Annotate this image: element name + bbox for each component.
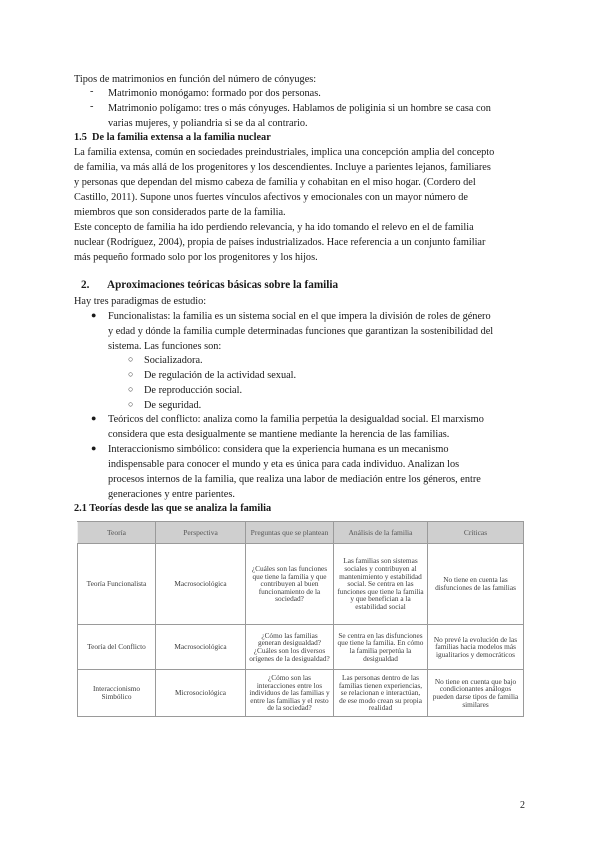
bullet-dot: ●: [91, 413, 97, 423]
intro-line: Tipos de matrimonios en función del número de cónyuges:: [74, 74, 317, 85]
bullet-line: Teóricos del conflicto: analiza como la familia perpetúa la desigualdad social. El marxismo: [108, 414, 484, 425]
table-cell: No tiene en cuenta que bajo condicionantes análogos pueden darse tipos de familia similares: [428, 670, 524, 717]
circle-marker: ○: [128, 354, 134, 364]
circle-marker: ○: [128, 399, 134, 409]
paragraph-line: más pequeño formado solo por los progenitores y los hijos.: [74, 252, 318, 263]
bullet-line: Funcionalistas: la familia es un sistema social en el que impera la división de roles de género: [108, 311, 491, 322]
section-1-5-heading: [74, 130, 271, 145]
bullet-dot: ●: [91, 443, 97, 453]
table-row: [78, 670, 524, 717]
table-cell: Macrosociológica: [156, 544, 246, 625]
table-cell: ¿Cómo las familias generan desigualdad? ¿Cuáles son los diversos orígenes de la desigualdad?: [246, 625, 334, 670]
table-row: [78, 544, 524, 625]
bullet-line: y edad y dónde la familia cumple determinadas funciones que garantizan la sostenibilidad del: [108, 326, 494, 337]
paragraph-line: Este concepto de familia ha ido perdiendo relevancia, y ha ido tomando el relevo en el de familia: [74, 222, 474, 233]
circle-marker: ○: [128, 384, 134, 394]
table-cell: Las familias son sistemas sociales y contribuyen al mantenimiento y estabilidad social. Se centra en las funciones que tiene la familia y que benefician a la estabilidad social: [334, 544, 428, 625]
section-number: 1.5: [74, 132, 87, 143]
table-cell: Teoría del Conflicto: [78, 625, 156, 670]
circle-marker: ○: [128, 369, 134, 379]
table-header-cell: Análisis de la familia: [334, 522, 428, 544]
marriage-type-item: Matrimonio monógamo: formado por dos personas.: [108, 88, 321, 99]
table-cell: Las personas dentro de las familias tienen experiencias, se relacionan e interactúan, de ese modo crean su propia realidad: [334, 670, 428, 717]
section-2-title: Aproximaciones teóricas básicas sobre la familia: [107, 279, 339, 291]
section-title: De la familia extensa a la familia nuclear: [92, 132, 271, 143]
paragraph-line: y personas que dependan del mismo cabeza de familia y cohabitan en el miso hogar. (Cordero del: [74, 177, 476, 188]
table-cell: Se centra en las disfunciones que tiene la familia. En cómo la familia perpetúa la desigualdad: [334, 625, 428, 670]
bullet-dot: ●: [91, 310, 97, 320]
dash-marker: -: [90, 101, 94, 112]
bullet-line: indispensable para conocer el mundo y eta es única para cada individuo. Analizan los: [108, 459, 460, 470]
paragraph-line: nuclear (Rodríguez, 2004), propia de países industrializados. Hace referencia a un conjunto familiar: [74, 237, 486, 248]
bullet-line: sistema. Las funciones son:: [108, 341, 222, 352]
section-title: Teorías desde las que se analiza la familia: [89, 503, 272, 514]
section-number: 2.1: [74, 503, 87, 514]
paragraph-line: miembros que son considerados parte de la familia.: [74, 207, 286, 218]
table-header-cell: Preguntas que se plantean: [246, 522, 334, 544]
table-header-cell: Teoría: [78, 522, 156, 544]
paragraph-line: de familia, va más allá de los progenitores y los descendientes. Incluye a parientes lejanos, familiares: [74, 162, 491, 173]
table-header-cell: Perspectiva: [156, 522, 246, 544]
function-item: De regulación de la actividad sexual.: [144, 370, 297, 381]
bullet-line: Interaccionismo simbólico: considera que la experiencia humana es un mecanismo: [108, 444, 449, 455]
table-cell: No tiene en cuenta las disfunciones de las familias: [428, 544, 524, 625]
table-row: [78, 625, 524, 670]
table-cell: Interaccionismo Simbólico: [78, 670, 156, 717]
table-header-row: [78, 522, 524, 544]
table-cell: ¿Cuáles son las funciones que tiene la familia y que contribuyen al buen funcionamiento de la sociedad?: [246, 544, 334, 625]
page-number: 2: [520, 800, 525, 811]
table-header-cell: Críticas: [428, 522, 524, 544]
section-2-number: 2.: [81, 279, 90, 291]
table-cell: No prevé la evolución de las familias hacia modelos más igualitarios y democráticos: [428, 625, 524, 670]
marriage-type-continuation: varias mujeres, y poliandria si se da al contrario.: [108, 118, 308, 129]
theories-table: [77, 521, 524, 717]
section-2-intro: Hay tres paradigmas de estudio:: [74, 296, 207, 307]
section-2-1-heading: [74, 501, 271, 516]
bullet-line: generaciones y entre parientes.: [108, 489, 235, 500]
table-cell: Macrosociológica: [156, 625, 246, 670]
dash-marker: -: [90, 86, 94, 97]
function-item: De reproducción social.: [144, 385, 243, 396]
table-cell: Microsociológica: [156, 670, 246, 717]
table-cell: Teoría Funcionalista: [78, 544, 156, 625]
paragraph-line: La familia extensa, común en sociedades preindustriales, implica una concepción amplia del concepto: [74, 147, 495, 158]
paragraph-line: Castillo, 2011). Supone unos fuertes vínculos afectivos y emocionales con un mayor número de: [74, 192, 468, 203]
bullet-line: procesos internos de la familia, que realiza una labor de mediación entre los géneros, entre: [108, 474, 481, 485]
bullet-line: considera que esta desigualmente se mantiene mediante la herencia de las familias.: [108, 429, 450, 440]
table-cell: ¿Cómo son las interacciones entre los individuos de las familias y entre las familias y el resto de la sociedad?: [246, 670, 334, 717]
function-item: De seguridad.: [144, 400, 202, 411]
marriage-type-item: Matrimonio polígamo: tres o más cónyuges. Hablamos de poliginia si un hombre se casa con: [108, 103, 491, 114]
function-item: Socializadora.: [144, 355, 203, 366]
